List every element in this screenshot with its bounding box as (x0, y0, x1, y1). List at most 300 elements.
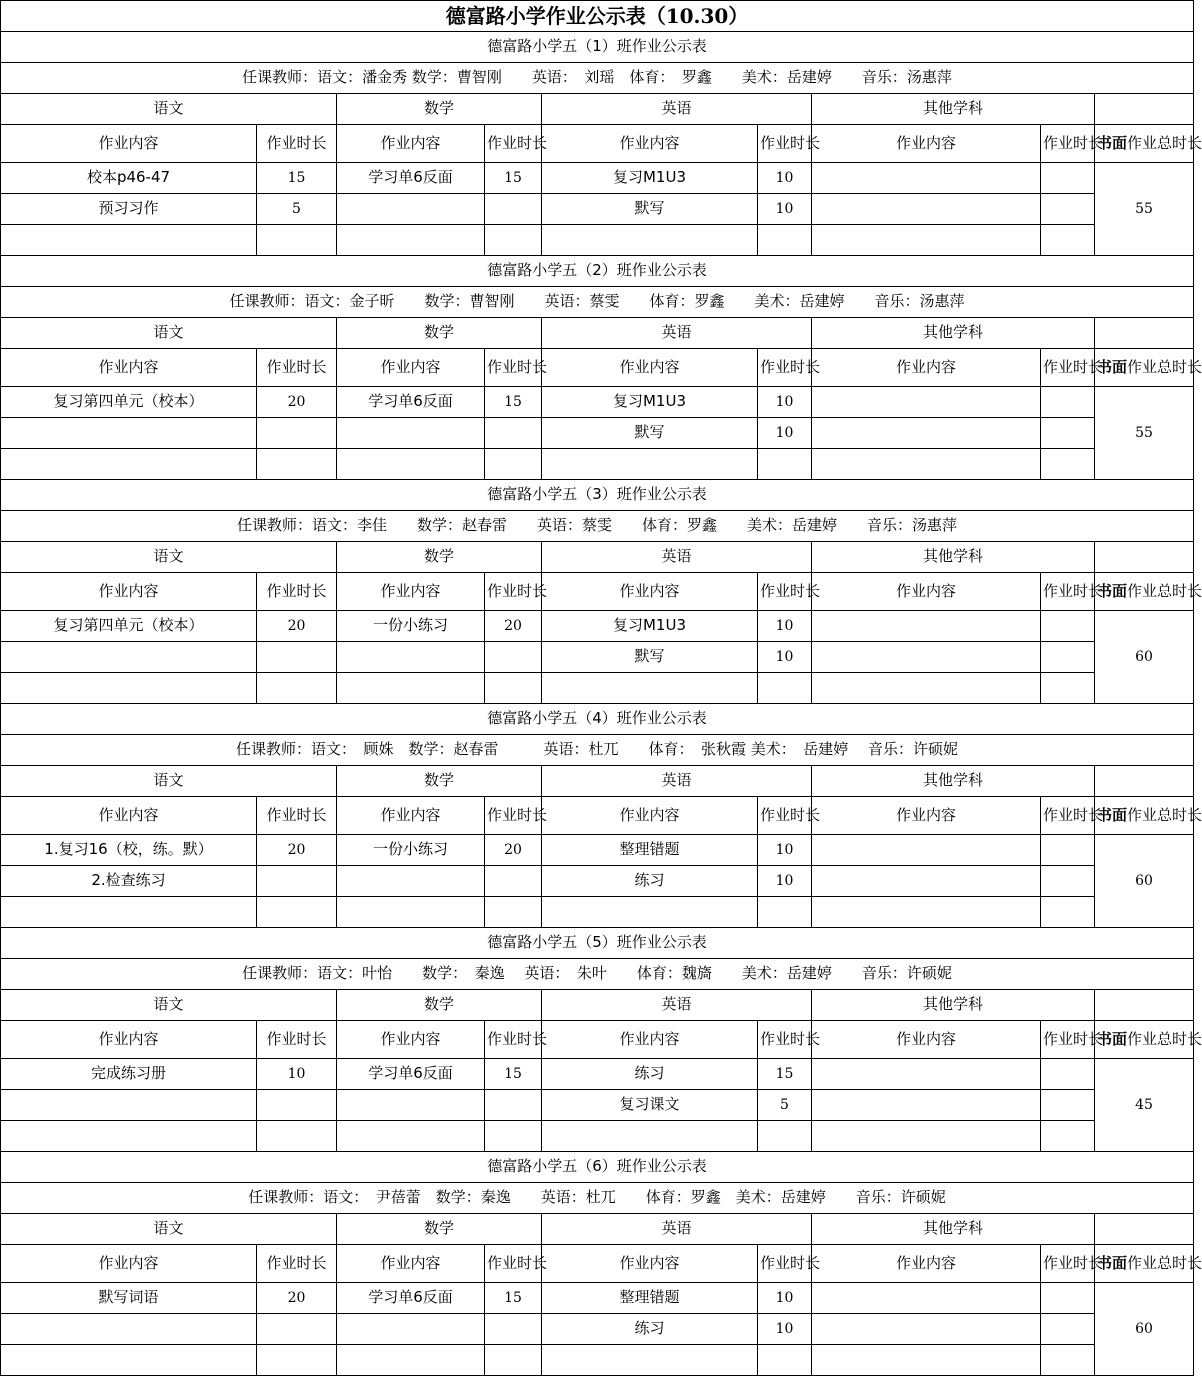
math-task (337, 1314, 485, 1345)
math-task: 学习单6反面 (337, 1059, 485, 1090)
chinese-task: 校本p46-47 (1, 163, 257, 194)
chinese-task: 完成练习册 (1, 1059, 257, 1090)
chinese-time (257, 418, 337, 449)
math-task (337, 673, 485, 704)
subject-english-header: 英语 (542, 1214, 812, 1245)
subject-other-header: 其他学科 (812, 990, 1095, 1021)
homework-row (1, 163, 1194, 194)
other-duration-header: 作业时长 (1041, 573, 1095, 611)
english-task: 复习课文 (542, 1090, 758, 1121)
chinese-time (257, 1345, 337, 1376)
teacher-row (1, 63, 1194, 94)
other-time (1041, 1059, 1095, 1090)
chinese-duration-header: 作业时长 (257, 349, 337, 387)
english-time: 10 (758, 387, 812, 418)
math-task: 学习单6反面 (337, 1283, 485, 1314)
math-time (485, 418, 542, 449)
chinese-task (1, 418, 257, 449)
other-task (812, 1121, 1041, 1152)
math-time (485, 897, 542, 928)
chinese-duration-header: 作业时长 (257, 1245, 337, 1283)
teacher-list: 任课教师：语文：叶怡 数学： 秦逸 英语： 朱叶 体育：魏旖 美术：岳建婷 音乐：许硕妮 (1, 959, 1194, 990)
other-time (1041, 387, 1095, 418)
english-time: 10 (758, 611, 812, 642)
homework-row (1, 449, 1194, 480)
homework-row (1, 866, 1194, 897)
chinese-task: 预习习作 (1, 194, 257, 225)
homework-row (1, 225, 1194, 256)
other-duration-header: 作业时长 (1041, 1021, 1095, 1059)
subject-chinese-header: 语文 (1, 94, 337, 125)
total-header-rest: 作业总时长 (1127, 1253, 1202, 1272)
other-task (812, 897, 1041, 928)
total-duration-header (1095, 797, 1202, 835)
other-duration-header: 作业时长 (1041, 125, 1095, 163)
column-header-row (1, 1021, 1194, 1059)
english-time (758, 673, 812, 704)
chinese-time (257, 225, 337, 256)
math-duration-header: 作业时长 (485, 573, 542, 611)
other-time (1041, 611, 1095, 642)
other-content-header: 作业内容 (812, 1021, 1041, 1059)
subject-other-header: 其他学科 (812, 318, 1095, 349)
english-duration-header: 作业时长 (758, 573, 812, 611)
total-header-rest: 作业总时长 (1127, 805, 1202, 824)
english-time: 10 (758, 163, 812, 194)
homework-row (1, 642, 1194, 673)
total-header-rest: 作业总时长 (1127, 581, 1202, 600)
other-time (1041, 225, 1095, 256)
other-time (1041, 163, 1095, 194)
homework-row (1, 1314, 1194, 1345)
english-time (758, 449, 812, 480)
homework-row (1, 897, 1194, 928)
chinese-content-header: 作业内容 (1, 1245, 257, 1283)
math-time (485, 1314, 542, 1345)
subject-header-row (1, 542, 1194, 573)
subject-header-row (1, 94, 1194, 125)
other-task (812, 611, 1041, 642)
english-task: 整理错题 (542, 835, 758, 866)
chinese-time (257, 866, 337, 897)
other-task (812, 387, 1041, 418)
math-content-header: 作业内容 (337, 1245, 485, 1283)
other-time (1041, 897, 1095, 928)
english-task: 默写 (542, 642, 758, 673)
chinese-task (1, 1345, 257, 1376)
other-time (1041, 673, 1095, 704)
total-duration-value: 60 (1095, 1283, 1194, 1376)
chinese-time (257, 449, 337, 480)
chinese-task: 默写词语 (1, 1283, 257, 1314)
subject-chinese-header: 语文 (1, 766, 337, 797)
other-task (812, 1090, 1041, 1121)
total-duration-header (1095, 1245, 1202, 1283)
math-time (485, 1121, 542, 1152)
other-time (1041, 418, 1095, 449)
subject-header-blank (1095, 318, 1194, 349)
total-header-bold: 书面 (1097, 133, 1128, 152)
other-duration-header: 作业时长 (1041, 1245, 1095, 1283)
subject-header-blank (1095, 94, 1194, 125)
english-time (758, 1345, 812, 1376)
chinese-task (1, 449, 257, 480)
chinese-time (257, 1121, 337, 1152)
math-task (337, 1345, 485, 1376)
class-title: 德富路小学五（6）班作业公示表 (1, 1152, 1194, 1183)
total-duration-header (1095, 125, 1202, 163)
other-time (1041, 1283, 1095, 1314)
class-title: 德富路小学五（2）班作业公示表 (1, 256, 1194, 287)
english-time: 10 (758, 1283, 812, 1314)
subject-other-header: 其他学科 (812, 94, 1095, 125)
subject-math-header: 数学 (337, 318, 542, 349)
math-duration-header: 作业时长 (485, 125, 542, 163)
subject-chinese-header: 语文 (1, 542, 337, 573)
chinese-content-header: 作业内容 (1, 1021, 257, 1059)
other-task (812, 1283, 1041, 1314)
total-duration-header (1095, 1021, 1202, 1059)
homework-row (1, 1059, 1194, 1090)
english-time: 5 (758, 1090, 812, 1121)
english-task: 复习M1U3 (542, 611, 758, 642)
teacher-row (1, 1183, 1194, 1214)
other-content-header: 作业内容 (812, 125, 1041, 163)
chinese-task: 1.复习16（校，练。默） (1, 835, 257, 866)
total-duration-value: 45 (1095, 1059, 1194, 1152)
english-duration-header: 作业时长 (758, 349, 812, 387)
other-time (1041, 835, 1095, 866)
chinese-task: 复习第四单元（校本） (1, 611, 257, 642)
other-content-header: 作业内容 (812, 349, 1041, 387)
subject-other-header: 其他学科 (812, 766, 1095, 797)
english-task: 复习M1U3 (542, 387, 758, 418)
chinese-content-header: 作业内容 (1, 797, 257, 835)
chinese-task (1, 1121, 257, 1152)
math-time: 20 (485, 611, 542, 642)
subject-chinese-header: 语文 (1, 990, 337, 1021)
english-time: 15 (758, 1059, 812, 1090)
subject-math-header: 数学 (337, 990, 542, 1021)
english-time (758, 1121, 812, 1152)
english-task: 练习 (542, 1314, 758, 1345)
subject-math-header: 数学 (337, 94, 542, 125)
math-task (337, 225, 485, 256)
other-task (812, 418, 1041, 449)
english-task: 练习 (542, 1059, 758, 1090)
math-time: 15 (485, 1059, 542, 1090)
class-title-row (1, 704, 1194, 735)
other-time (1041, 1345, 1095, 1376)
math-duration-header: 作业时长 (485, 349, 542, 387)
other-task (812, 449, 1041, 480)
math-task: 一份小练习 (337, 835, 485, 866)
page-title: 德富路小学作业公示表（10.30） (1, 1, 1194, 32)
math-time: 15 (485, 387, 542, 418)
subject-english-header: 英语 (542, 318, 812, 349)
column-header-row (1, 125, 1194, 163)
chinese-task (1, 1314, 257, 1345)
chinese-task (1, 897, 257, 928)
chinese-time: 5 (257, 194, 337, 225)
other-task (812, 163, 1041, 194)
other-duration-header: 作业时长 (1041, 349, 1095, 387)
class-title: 德富路小学五（3）班作业公示表 (1, 480, 1194, 511)
class-title-row (1, 256, 1194, 287)
homework-row (1, 387, 1194, 418)
total-header-bold: 书面 (1097, 1029, 1128, 1048)
other-task (812, 866, 1041, 897)
english-task (542, 1121, 758, 1152)
subject-header-blank (1095, 542, 1194, 573)
math-content-header: 作业内容 (337, 573, 485, 611)
english-task (542, 449, 758, 480)
subject-english-header: 英语 (542, 542, 812, 573)
column-header-row (1, 349, 1194, 387)
other-task (812, 1314, 1041, 1345)
chinese-time (257, 897, 337, 928)
english-task (542, 673, 758, 704)
math-time: 15 (485, 163, 542, 194)
chinese-duration-header: 作业时长 (257, 797, 337, 835)
other-content-header: 作业内容 (812, 797, 1041, 835)
total-duration-value: 55 (1095, 163, 1194, 256)
teacher-list: 任课教师：语文： 尹蓓蕾 数学：秦逸 英语：杜兀 体育：罗鑫 美术：岳建婷 音乐：许硕妮 (1, 1183, 1194, 1214)
homework-row (1, 835, 1194, 866)
subject-english-header: 英语 (542, 990, 812, 1021)
math-content-header: 作业内容 (337, 349, 485, 387)
english-content-header: 作业内容 (542, 349, 758, 387)
english-content-header: 作业内容 (542, 573, 758, 611)
teacher-list: 任课教师：语文：潘金秀 数学：曹智刚 英语： 刘瑶 体育： 罗鑫 美术：岳建婷 音乐：汤惠萍 (1, 63, 1194, 94)
english-duration-header: 作业时长 (758, 125, 812, 163)
english-time: 10 (758, 866, 812, 897)
teacher-row (1, 959, 1194, 990)
total-header-bold: 书面 (1097, 581, 1128, 600)
english-duration-header: 作业时长 (758, 797, 812, 835)
teacher-row (1, 511, 1194, 542)
math-task: 学习单6反面 (337, 387, 485, 418)
english-task (542, 897, 758, 928)
math-duration-header: 作业时长 (485, 1245, 542, 1283)
english-time: 10 (758, 1314, 812, 1345)
math-time: 20 (485, 835, 542, 866)
other-time (1041, 1090, 1095, 1121)
class-title-row (1, 480, 1194, 511)
teacher-list: 任课教师：语文：金子昕 数学：曹智刚 英语：蔡雯 体育：罗鑫 美术：岳建婷 音乐：汤惠萍 (1, 287, 1194, 318)
subject-english-header: 英语 (542, 766, 812, 797)
teacher-row (1, 735, 1194, 766)
other-task (812, 835, 1041, 866)
english-task (542, 225, 758, 256)
subject-header-row (1, 1214, 1194, 1245)
math-time (485, 673, 542, 704)
column-header-row (1, 573, 1194, 611)
math-task: 一份小练习 (337, 611, 485, 642)
english-content-header: 作业内容 (542, 1021, 758, 1059)
subject-other-header: 其他学科 (812, 542, 1095, 573)
teacher-list: 任课教师：语文：李佳 数学：赵春雷 英语：蔡雯 体育：罗鑫 美术：岳建婷 音乐：汤惠萍 (1, 511, 1194, 542)
math-content-header: 作业内容 (337, 797, 485, 835)
class-title-row (1, 928, 1194, 959)
chinese-duration-header: 作业时长 (257, 573, 337, 611)
english-time: 10 (758, 194, 812, 225)
math-task (337, 194, 485, 225)
english-task (542, 1345, 758, 1376)
subject-math-header: 数学 (337, 1214, 542, 1245)
column-header-row (1, 1245, 1194, 1283)
chinese-task (1, 673, 257, 704)
chinese-task (1, 642, 257, 673)
english-task: 整理错题 (542, 1283, 758, 1314)
subject-header-blank (1095, 1214, 1194, 1245)
teacher-list: 任课教师：语文： 顾姝 数学：赵春雷 英语：杜兀 体育： 张秋霞 美术： 岳建婷 音乐：许硕妮 (1, 735, 1194, 766)
subject-chinese-header: 语文 (1, 1214, 337, 1245)
other-time (1041, 1314, 1095, 1345)
english-duration-header: 作业时长 (758, 1245, 812, 1283)
chinese-time: 20 (257, 1283, 337, 1314)
total-header-bold: 书面 (1097, 1253, 1128, 1272)
english-time (758, 897, 812, 928)
other-task (812, 642, 1041, 673)
math-content-header: 作业内容 (337, 1021, 485, 1059)
english-time: 10 (758, 835, 812, 866)
total-header-rest: 作业总时长 (1127, 357, 1202, 376)
subject-chinese-header: 语文 (1, 318, 337, 349)
class-title-row (1, 1152, 1194, 1183)
math-task (337, 449, 485, 480)
chinese-duration-header: 作业时长 (257, 125, 337, 163)
english-task: 练习 (542, 866, 758, 897)
other-time (1041, 449, 1095, 480)
chinese-task: 复习第四单元（校本） (1, 387, 257, 418)
chinese-time (257, 1314, 337, 1345)
english-task: 默写 (542, 418, 758, 449)
total-header-rest: 作业总时长 (1127, 133, 1202, 152)
math-task (337, 642, 485, 673)
english-time (758, 225, 812, 256)
english-task: 复习M1U3 (542, 163, 758, 194)
total-header-bold: 书面 (1097, 805, 1128, 824)
chinese-time: 15 (257, 163, 337, 194)
total-duration-value: 60 (1095, 611, 1194, 704)
english-content-header: 作业内容 (542, 797, 758, 835)
math-time (485, 449, 542, 480)
chinese-time: 20 (257, 387, 337, 418)
total-duration-value: 60 (1095, 835, 1194, 928)
homework-row (1, 673, 1194, 704)
other-time (1041, 642, 1095, 673)
subject-english-header: 英语 (542, 94, 812, 125)
math-task (337, 418, 485, 449)
english-time: 10 (758, 418, 812, 449)
english-content-header: 作业内容 (542, 1245, 758, 1283)
teacher-row (1, 287, 1194, 318)
math-task: 学习单6反面 (337, 163, 485, 194)
chinese-duration-header: 作业时长 (257, 1021, 337, 1059)
other-duration-header: 作业时长 (1041, 797, 1095, 835)
subject-header-blank (1095, 766, 1194, 797)
other-task (812, 194, 1041, 225)
homework-row (1, 418, 1194, 449)
homework-row (1, 1121, 1194, 1152)
subject-header-row (1, 318, 1194, 349)
total-duration-header (1095, 349, 1202, 387)
total-header-bold: 书面 (1097, 357, 1128, 376)
class-title: 德富路小学五（1）班作业公示表 (1, 32, 1194, 63)
math-time (485, 866, 542, 897)
chinese-time: 20 (257, 611, 337, 642)
other-task (812, 1345, 1041, 1376)
chinese-time (257, 642, 337, 673)
other-task (812, 673, 1041, 704)
subject-math-header: 数学 (337, 766, 542, 797)
total-header-rest: 作业总时长 (1127, 1029, 1202, 1048)
other-content-header: 作业内容 (812, 1245, 1041, 1283)
other-time (1041, 1121, 1095, 1152)
chinese-time (257, 673, 337, 704)
subject-math-header: 数学 (337, 542, 542, 573)
other-task (812, 1059, 1041, 1090)
chinese-content-header: 作业内容 (1, 125, 257, 163)
english-time: 10 (758, 642, 812, 673)
math-task (337, 897, 485, 928)
total-duration-header (1095, 573, 1202, 611)
math-time (485, 225, 542, 256)
english-duration-header: 作业时长 (758, 1021, 812, 1059)
subject-header-row (1, 990, 1194, 1021)
math-time (485, 1345, 542, 1376)
chinese-task (1, 1090, 257, 1121)
other-time (1041, 194, 1095, 225)
subject-header-row (1, 766, 1194, 797)
homework-row (1, 611, 1194, 642)
math-time (485, 194, 542, 225)
column-header-row (1, 797, 1194, 835)
math-duration-header: 作业时长 (485, 1021, 542, 1059)
total-duration-value: 55 (1095, 387, 1194, 480)
math-time (485, 642, 542, 673)
chinese-content-header: 作业内容 (1, 573, 257, 611)
class-title: 德富路小学五（4）班作业公示表 (1, 704, 1194, 735)
math-task (337, 866, 485, 897)
homework-row (1, 1283, 1194, 1314)
chinese-time (257, 1090, 337, 1121)
title-row (1, 1, 1194, 32)
other-content-header: 作业内容 (812, 573, 1041, 611)
other-time (1041, 866, 1095, 897)
chinese-task (1, 225, 257, 256)
math-content-header: 作业内容 (337, 125, 485, 163)
math-task (337, 1121, 485, 1152)
english-content-header: 作业内容 (542, 125, 758, 163)
chinese-task: 2.检查练习 (1, 866, 257, 897)
homework-row (1, 1090, 1194, 1121)
homework-row (1, 194, 1194, 225)
math-task (337, 1090, 485, 1121)
math-time (485, 1090, 542, 1121)
other-task (812, 225, 1041, 256)
math-duration-header: 作业时长 (485, 797, 542, 835)
subject-other-header: 其他学科 (812, 1214, 1095, 1245)
class-title: 德富路小学五（5）班作业公示表 (1, 928, 1194, 959)
math-time: 15 (485, 1283, 542, 1314)
english-task: 默写 (542, 194, 758, 225)
chinese-time: 20 (257, 835, 337, 866)
chinese-content-header: 作业内容 (1, 349, 257, 387)
subject-header-blank (1095, 990, 1194, 1021)
class-title-row (1, 32, 1194, 63)
